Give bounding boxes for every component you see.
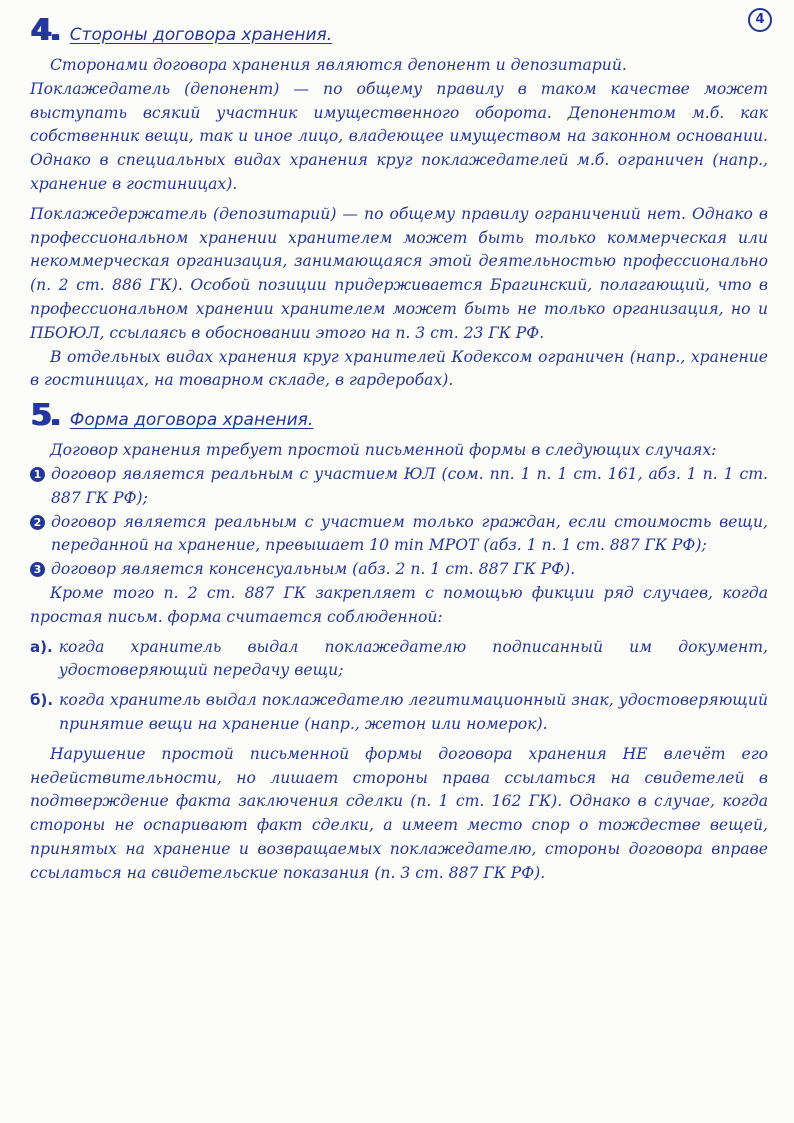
list-marker: 2 bbox=[30, 515, 45, 530]
section-4-number: 4. bbox=[30, 13, 59, 48]
list-item bbox=[30, 511, 768, 559]
section-4-heading bbox=[30, 13, 768, 50]
list-item bbox=[30, 463, 768, 511]
list-marker: 1 bbox=[30, 467, 45, 482]
sub-list-item-text: когда хранитель выдал поклажедателю подписанный им документ, удостоверяющий передачу вещи; bbox=[58, 637, 768, 680]
list-item bbox=[30, 558, 768, 582]
sub-list-item-text: когда хранитель выдал поклажедателю легитимационный знак, удостоверяющий принятие вещи на хранение (напр., жетон или номерок). bbox=[59, 691, 768, 733]
section-4-title: Стороны договора хранения. bbox=[69, 25, 333, 45]
section-4-paragraph-3: Поклажедержатель (депозитарий) — по общему правилу ограничений нет. Однако в профессиональном хранении хранителем может быть только коммерческая или некоммерческая организация, занимающаяся этой деятельностью профессионально (п. 2 ст. 886 ГК). Особой позиции придерживается Брагинский, полагающий, что в профессиональном хранении хранителем может быть не только организация, но и ПБОЮЛ, ссылаясь в обосновании этого на п. 3 ст. 23 ГК РФ. bbox=[30, 204, 768, 342]
list-marker: 3 bbox=[30, 562, 45, 577]
section-5-number: 5. bbox=[30, 398, 59, 434]
list-item-text: договор является реальным с участием ЮЛ (сом. пп. 1 п. 1 ст. 161, абз. 1 п. 1 ст. 887 ГК РФ); bbox=[51, 464, 768, 507]
list-item-text: договор является консенсуальным (абз. 2 п. 1 ст. 887 ГК РФ). bbox=[51, 560, 576, 579]
sub-list-item bbox=[30, 689, 768, 737]
section-5-final-paragraph: Нарушение простой письменной формы договора хранения НЕ влечёт его недействительности, но лишает стороны права ссылаться на свидетелей в подтверждение факта заключения сделки (п. 1 ст. 162 ГК). Однако в случае, когда стороны не оспаривают факт сделки, а имеет место спор о тождестве вещей, принятых на хранение и возвращаемых поклажедателю, стороны договора вправе ссылаться на свидетельские показания (п. 3 ст. 887 ГК РФ). bbox=[30, 744, 768, 882]
sub-list-marker: б). bbox=[30, 691, 54, 710]
section-5-title: Форма договора хранения. bbox=[69, 410, 314, 431]
section-5-intro: Договор хранения требует простой письменной формы в следующих случаях: bbox=[50, 441, 717, 460]
section-4-paragraph-4: В отдельных видах хранения круг хранителей Кодексом ограничен (напр., хранение в гостиницах, на товарном складе, в гардеробах). bbox=[30, 347, 768, 390]
section-5-fiction-paragraph: Кроме того п. 2 ст. 887 ГК закрепляет с помощью фикции ряд случаев, когда простая письм. форма считается соблюденной: bbox=[30, 583, 768, 626]
sub-list-item bbox=[30, 636, 768, 684]
section-5-heading bbox=[30, 398, 768, 435]
sub-list-marker: а). bbox=[30, 637, 53, 656]
section-4-paragraph-2: Поклажедатель (депонент) — по общему правилу в таком качестве может выступать всякий участник имущественного оборота. Депонентом м.б. как собственник вещи, так и иное лицо, владеющее имуществом на законном основании. Однако в специальных видах хранения круг поклажедателей м.б. ограничен (напр., хранение в гостиницах). bbox=[30, 79, 768, 193]
page-number: 4 bbox=[748, 8, 772, 32]
list-item-text: договор является реальным с участием только граждан, если стоимость вещи, переданной на хранение, превышает 10 min МРОТ (абз. 1 п. 1 ст. 887 ГК РФ); bbox=[51, 512, 768, 555]
section-4-paragraph-1: Сторонами договора хранения являются депонент и депозитарий. bbox=[50, 56, 627, 74]
